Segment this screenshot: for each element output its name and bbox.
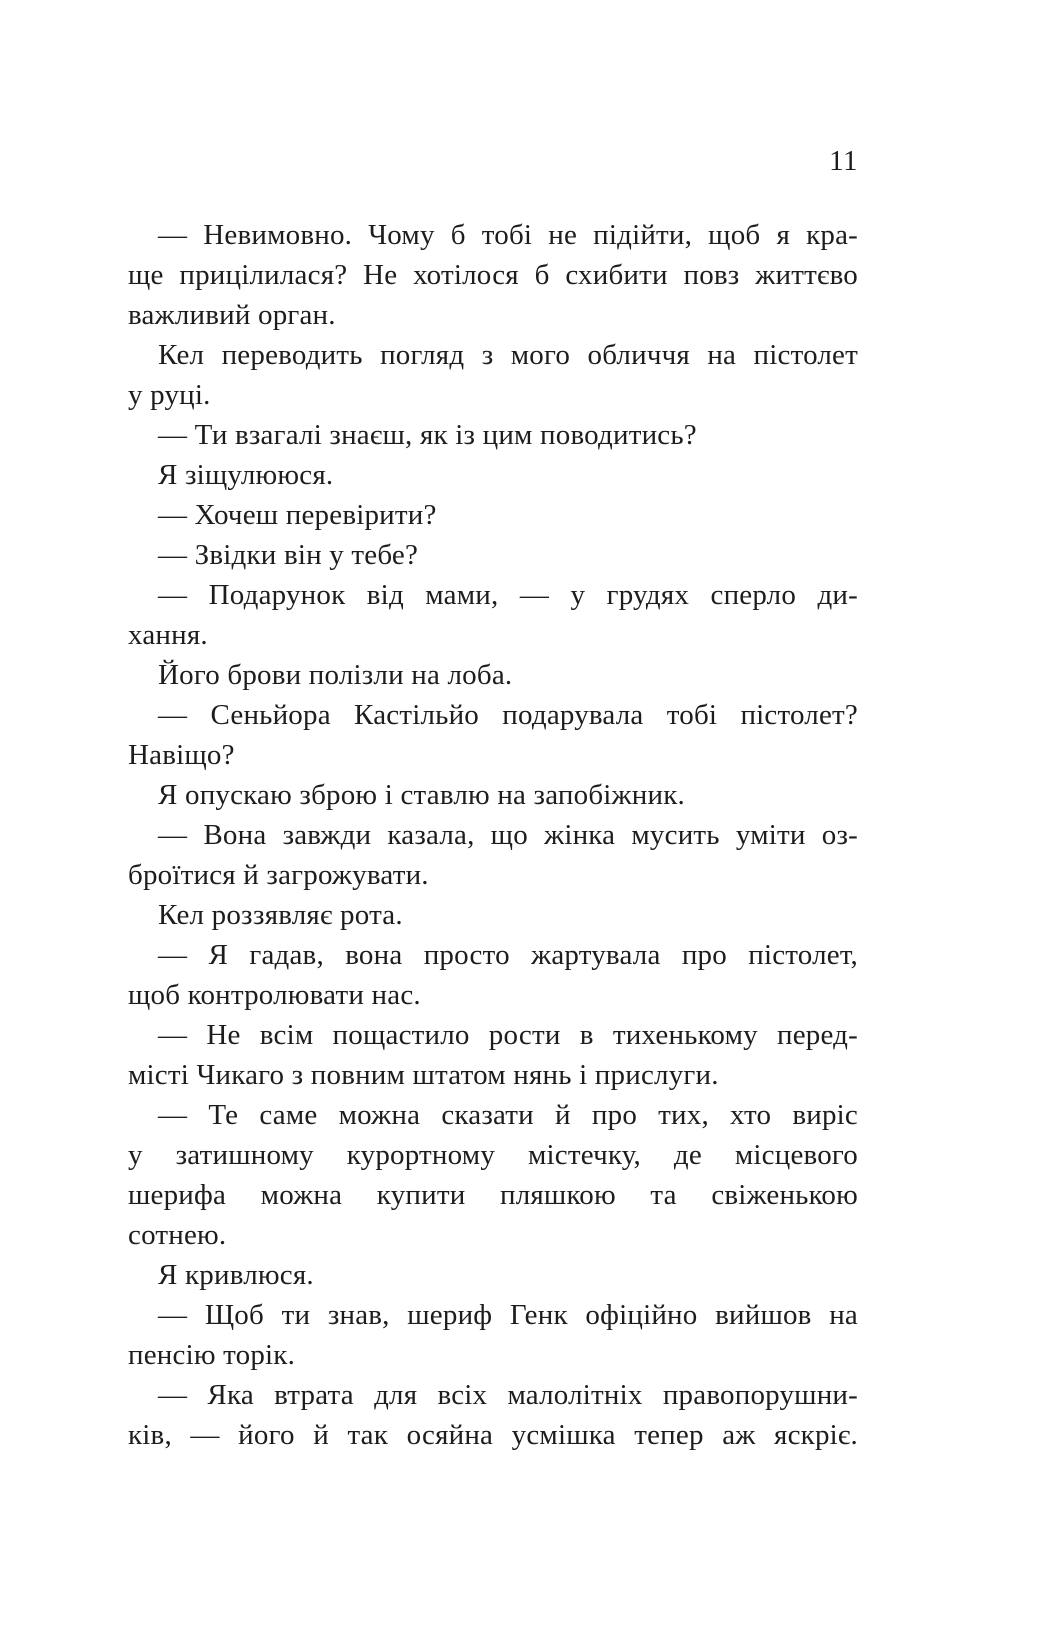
text-line: Його брови полізли на лоба.: [158, 659, 513, 691]
text-line: місті Чикаго з повним штатом нянь і прислуги.: [128, 1059, 719, 1091]
text-line: Я зіщулююся.: [158, 459, 334, 491]
text-line: — Яка втрата для всіх малолітніх правопорушни-: [158, 1379, 858, 1411]
text-line: Кел переводить погляд з мого обличчя на пістолет: [158, 339, 858, 371]
text-line: — Я гадав, вона просто жартувала про пістолет,: [158, 939, 858, 971]
text-line: — Те саме можна сказати й про тих, хто виріс: [158, 1099, 858, 1131]
text-line: у руці.: [128, 379, 211, 411]
text-line: — Вона завжди казала, що жінка мусить уміти оз-: [158, 819, 858, 851]
text-line: у затишному курортному містечку, де місцевого: [128, 1139, 858, 1171]
text-line: — Невимовно. Чому б тобі не підійти, щоб я кра-: [158, 219, 858, 251]
text-line: Кел роззявляє рота.: [158, 899, 403, 931]
text-line: — Щоб ти знав, шериф Генк офіційно вийшов на: [158, 1299, 858, 1331]
text-line: ще прицілилася? Не хотілося б схибити повз життєво: [128, 259, 858, 291]
text-line: сотнею.: [128, 1219, 227, 1251]
text-line: Навіщо?: [128, 739, 235, 771]
text-line: Я опускаю зброю і ставлю на запобіжник.: [158, 779, 685, 811]
text-line: — Хочеш перевірити?: [158, 499, 437, 531]
text-line: пенсію торік.: [128, 1339, 296, 1371]
text-line: Я кривлюся.: [158, 1259, 314, 1291]
body-text: [128, 215, 858, 1455]
text-line: щоб контролювати нас.: [128, 979, 421, 1011]
text-line: важливий орган.: [128, 299, 336, 331]
text-line: — Звідки він у тебе?: [158, 539, 419, 571]
text-line: броїтися й загрожувати.: [128, 859, 429, 891]
page-number: 11: [829, 145, 858, 177]
text-line: хання.: [128, 619, 208, 651]
text-line: — Сеньйора Кастільйо подарувала тобі пістолет?: [158, 699, 858, 731]
text-line: ків, — його й так осяйна усмішка тепер аж яскріє.: [128, 1419, 858, 1451]
text-line: — Ти взагалі знаєш, як із цим поводитись?: [158, 419, 697, 451]
text-line: — Подарунок від мами, — у грудях сперло ди-: [158, 579, 858, 611]
text-line: — Не всім пощастило рости в тихенькому перед-: [158, 1019, 858, 1051]
text-line: шерифа можна купити пляшкою та свіженькою: [128, 1179, 858, 1211]
